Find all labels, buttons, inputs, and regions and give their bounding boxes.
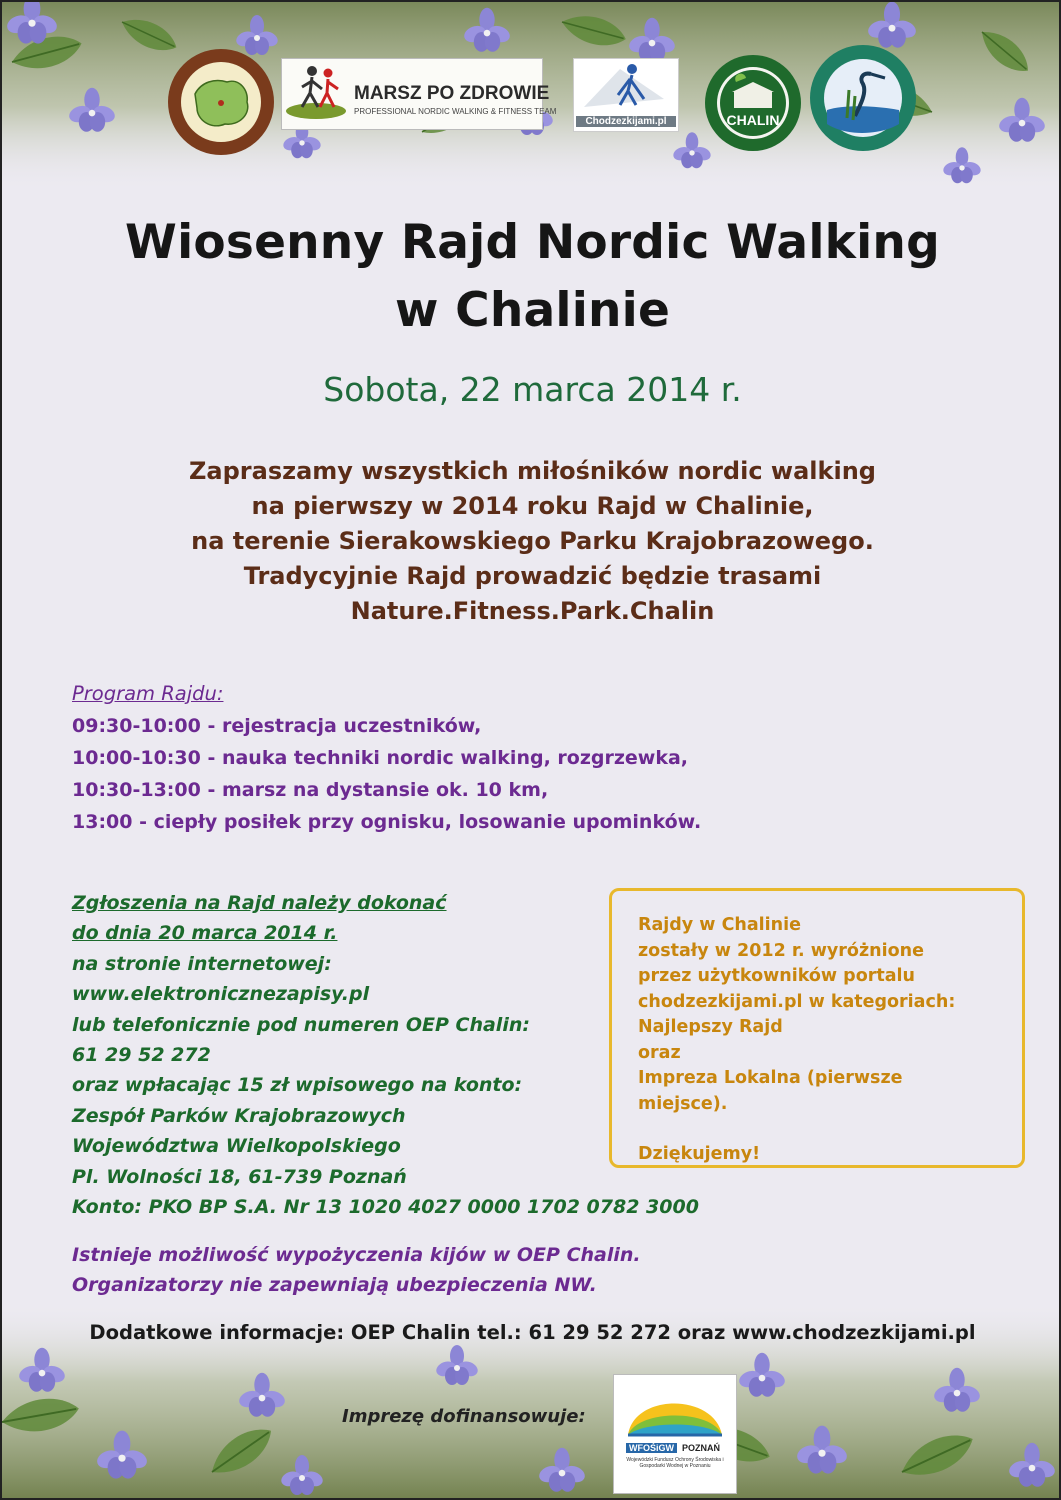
intro-line: Zapraszamy wszystkich miłośników nordic walking xyxy=(189,457,876,485)
award-box xyxy=(609,888,1025,1168)
nordic-walker-icon xyxy=(574,59,678,119)
award-line: Najlepszy Rajd xyxy=(638,1017,783,1037)
chodzezkijami-logo xyxy=(573,58,679,132)
program-item: 10:30-13:00 - marsz na dystansie ok. 10 km, xyxy=(72,779,549,801)
poster-title-line2: w Chalinie xyxy=(394,283,671,338)
intro-line: Nature.Fitness.Park.Chalin xyxy=(350,597,715,625)
marsz-po-zdrowie-logo xyxy=(281,58,557,130)
program-item: 09:30-10:00 - rejestracja uczestników, xyxy=(72,715,482,737)
intro-line: na pierwszy w 2014 roku Rajd w Chalinie, xyxy=(251,492,814,520)
registration-address: Pl. Wolności 18, 61-739 Poznań xyxy=(72,1165,407,1188)
marsz-logo-tagline: PROFESSIONAL NORDIC WALKING & FITNESS TEAM xyxy=(354,107,557,116)
program-heading: Program Rajdu: xyxy=(72,682,224,705)
chalin-logo-name: CHALIN xyxy=(726,112,780,128)
note-line: Istnieje możliwość wypożyczenia kijów w OEP Chalin. xyxy=(72,1244,641,1266)
heron-park-seal-icon xyxy=(809,44,917,152)
award-thanks: Dziękujemy! xyxy=(638,1144,761,1164)
intro-paragraph xyxy=(62,454,1003,629)
award-line: przez użytkowników portalu xyxy=(638,966,915,986)
intro-line: na terenie Sierakowskiego Parku Krajobrazowego. xyxy=(191,527,874,555)
award-line: Impreza Lokalna (pierwsze miejsce). xyxy=(638,1068,903,1114)
wfosigw-emblem-icon xyxy=(614,1375,736,1441)
wfosigw-city: POZNAŃ xyxy=(682,1443,720,1453)
award-line: zostały w 2012 r. wyróżnione xyxy=(638,940,924,961)
registration-phone: 61 29 52 272 xyxy=(72,1044,211,1067)
contact-info: Dodatkowe informacje: OEP Chalin tel.: 61 29 52 272 oraz www.chodzezkijami.pl xyxy=(89,1321,976,1344)
landscape-parks-seal-icon xyxy=(167,48,275,156)
registration-deadline: do dnia 20 marca 2014 r. xyxy=(72,922,338,945)
registration-account: Konto: PKO BP S.A. Nr 13 1020 4027 0000 1702 0782 3000 xyxy=(72,1196,699,1219)
program-section xyxy=(72,678,701,838)
program-item: 13:00 - ciepły posiłek przy ognisku, losowanie upominków. xyxy=(72,811,702,833)
wfosigw-description: Wojewódzki Fundusz Ochrony Środowiska i Gospodarki Wodnej w Poznaniu xyxy=(626,1457,724,1469)
nordic-walkers-icon xyxy=(282,59,352,127)
registration-line: oraz wpłacając 15 zł wpisowego na konto: xyxy=(72,1074,523,1097)
registration-line: na stronie internetowej: xyxy=(72,952,332,975)
award-line: Rajdy w Chalinie xyxy=(638,915,802,935)
registration-line: Zespół Parków Krajobrazowych xyxy=(72,1104,406,1127)
registration-line: lub telefonicznie pod numeren OEP Chalin: xyxy=(72,1013,530,1036)
wfosigw-logo xyxy=(613,1374,737,1494)
notes-section xyxy=(72,1240,641,1300)
cofunding-label: Imprezę dofinansowuje: xyxy=(342,1406,586,1427)
program-item: 10:00-10:30 - nauka techniki nordic walking, rozgrzewka, xyxy=(72,747,689,769)
award-line: oraz xyxy=(638,1042,681,1063)
intro-line: Tradycyjnie Rajd prowadzić będzie trasami xyxy=(243,562,822,590)
registration-line: Województwa Wielkopolskiego xyxy=(72,1135,401,1158)
chodzezkijami-logo-name: Chodzezkijami.pl xyxy=(576,116,676,127)
registration-heading: Zgłoszenia na Rajd należy dokonać xyxy=(72,892,447,914)
note-line: Organizatorzy nie zapewniają ubezpieczenia NW. xyxy=(72,1274,597,1296)
wfosigw-name: WFOŚiGW xyxy=(626,1443,677,1453)
marsz-logo-name: MARSZ PO ZDROWIE xyxy=(354,83,550,104)
registration-section xyxy=(72,888,699,1222)
event-date: Sobota, 22 marca 2014 r. xyxy=(323,370,742,409)
chalin-seal-logo xyxy=(704,54,802,152)
award-line: chodzezkijami.pl w kategoriach: xyxy=(638,991,956,1012)
registration-website-link[interactable]: www.elektronicznezapisy.pl xyxy=(72,983,370,1006)
poster-title-line1: Wiosenny Rajd Nordic Walking xyxy=(125,215,940,270)
